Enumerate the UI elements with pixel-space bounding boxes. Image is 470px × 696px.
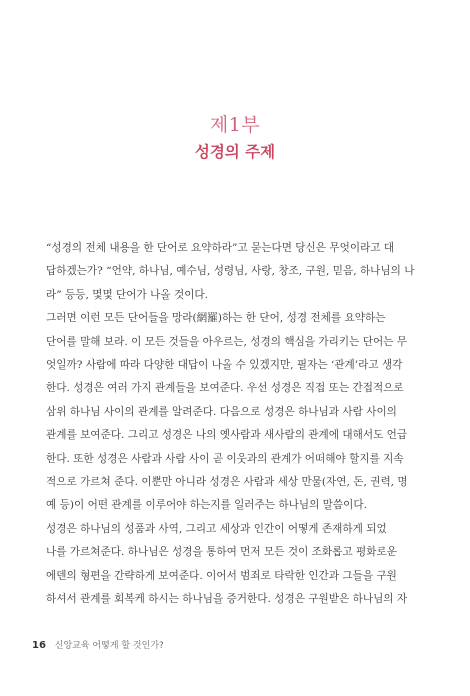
body-line: 그러면 이런 모든 단어들을 망라(網羅)하는 한 단어, 성경 전체를 요약하는	[46, 312, 386, 325]
part-number: 제1부	[209, 114, 261, 136]
body-line: 관계를 보여준다. 그리고 성경은 나의 옛사람과 새사람의 관계에 대해서도 언급	[46, 429, 408, 442]
body-line: 한다. 성경은 여러 가지 관계들을 보여준다. 우선 성경은 직접 또는 간접적으로	[46, 382, 404, 395]
body-line: 엇일까? 사람에 따라 다양한 대답이 나올 수 있겠지만, 필자는 ‘관계’라고 생각	[46, 359, 403, 372]
body-line: 답하겠는가? “언약, 하나님, 예수님, 성령님, 사랑, 창조, 구원, 믿음, 하나님의 나	[46, 265, 415, 278]
body-line: 나를 가르쳐준다. 하나님은 성경을 통하여 먼저 모든 것이 조화롭고 평화로운	[46, 546, 397, 559]
part-title: 성경의 주제	[194, 143, 276, 161]
body-text	[46, 237, 424, 612]
body-line: 에덴의 형편을 간략하게 보여준다. 이어서 범죄로 타락한 인간과 그들을 구원	[46, 569, 397, 582]
part-header	[0, 112, 470, 164]
body-line: 한다. 또한 성경은 사람과 사람 사이 곧 이웃과의 관계가 어떠해야 할지를 지속	[46, 452, 404, 465]
page-footer	[32, 638, 164, 651]
body-line: 하셔서 관계를 회복케 하시는 하나님을 증거한다. 성경은 구원받은 하나님의 자	[46, 593, 408, 606]
body-line: “성경의 전체 내용을 한 단어로 요약하라”고 묻는다면 당신은 무엇이라고 대	[46, 242, 395, 254]
body-line: 성경은 하나님의 성품과 사역, 그리고 세상과 인간이 어떻게 존재하게 되었	[46, 522, 387, 535]
body-line: 삼위 하나님 사이의 관계를 알려준다. 다음으로 성경은 하나님과 사람 사이의	[46, 405, 397, 418]
body-line: 예 등)이 어떤 관계를 이루어야 하는지를 일러주는 하나님의 말씀이다.	[46, 499, 367, 512]
body-line: 적으로 가르쳐 준다. 이뿐만 아니라 성경은 사람과 세상 만물(자연, 돈, 권력, 명	[46, 476, 408, 489]
page-number: 16	[32, 640, 46, 651]
book-title: 신앙교육 어떻게 할 것인가?	[54, 641, 164, 651]
body-line: 라” 등등, 몇몇 단어가 나올 것이다.	[46, 288, 209, 301]
body-line: 단어를 말해 보라. 이 모든 것들을 아우르는, 성경의 핵심을 가리키는 단어는 무	[46, 335, 408, 348]
